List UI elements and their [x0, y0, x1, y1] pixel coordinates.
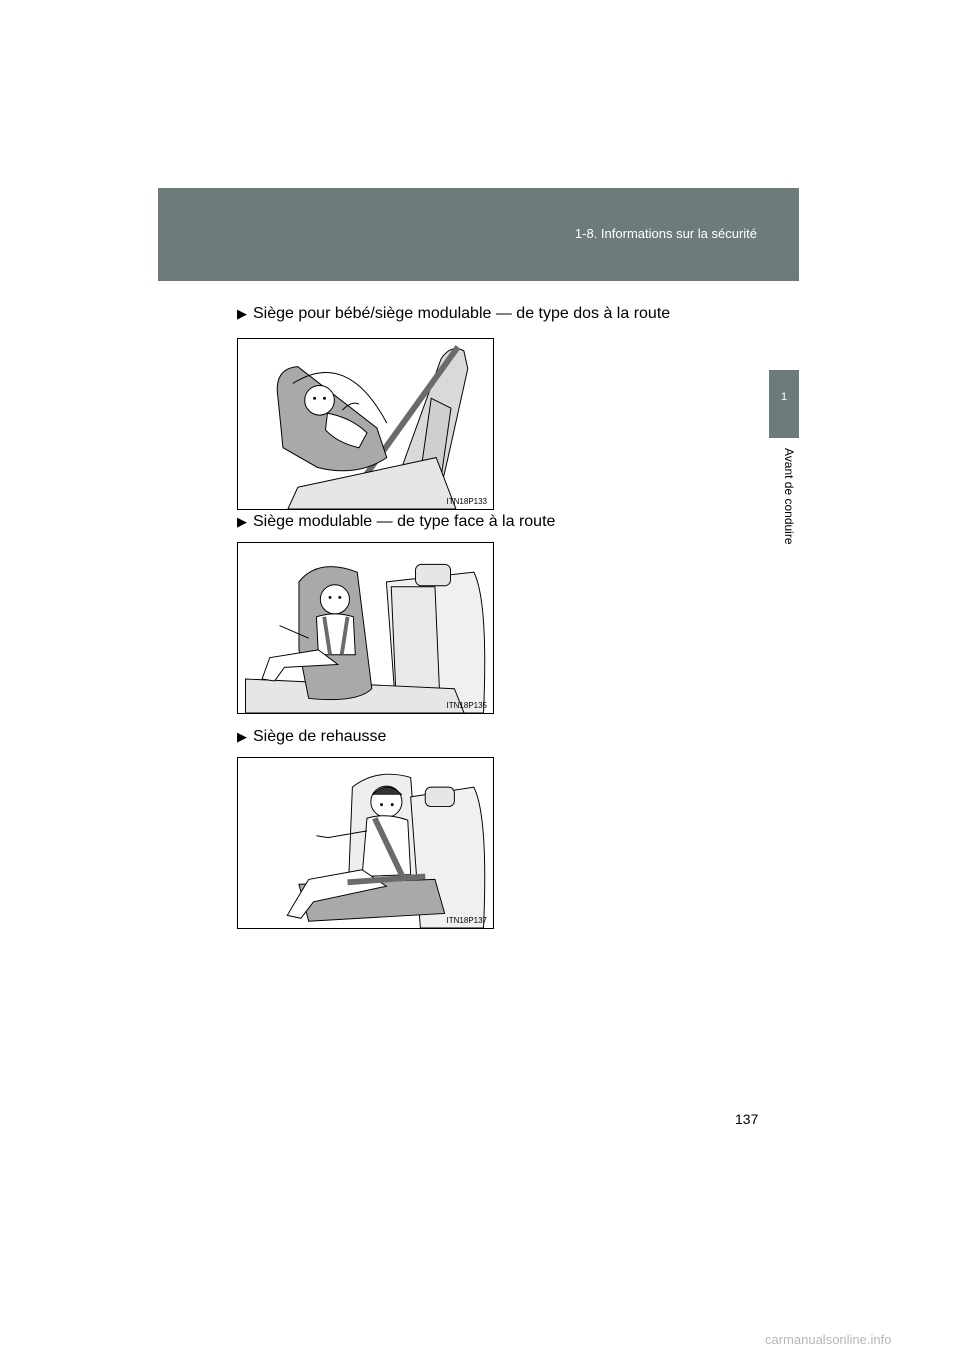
illustration-rear-facing-seat [237, 338, 494, 510]
bullet-icon: ▶ [237, 729, 247, 744]
watermark[interactable]: carmanualsonline.info [765, 1332, 892, 1347]
forward-facing-seat-drawing [238, 543, 493, 713]
caption-text: Siège pour bébé/siège modulable — de type dos à la route [253, 305, 671, 322]
figure-code: ITN18P133 [446, 497, 487, 506]
caption-forward-facing [237, 513, 555, 531]
bullet-icon: ▶ [237, 306, 247, 321]
section-title: 1-8. Informations sur la sécurité [574, 226, 757, 241]
figure-code: ITN18P137 [446, 916, 487, 925]
chapter-label: Avant de conduire [782, 448, 796, 545]
page-number: 137 [735, 1111, 759, 1127]
header-band [158, 188, 799, 281]
illustration-booster-seat [237, 757, 494, 929]
caption-text: Siège de rehausse [253, 728, 387, 745]
chapter-number: 1 [780, 391, 788, 403]
figure-code: ITN18P135 [446, 701, 487, 710]
illustration-forward-facing-seat [237, 542, 494, 714]
bullet-icon: ▶ [237, 514, 247, 529]
caption-text: Siège modulable — de type face à la route [253, 513, 556, 530]
chapter-tab [769, 370, 799, 438]
caption-booster-seat [237, 728, 386, 746]
caption-rear-facing [237, 305, 670, 323]
booster-seat-drawing [238, 758, 493, 928]
rear-facing-seat-drawing [238, 339, 493, 509]
